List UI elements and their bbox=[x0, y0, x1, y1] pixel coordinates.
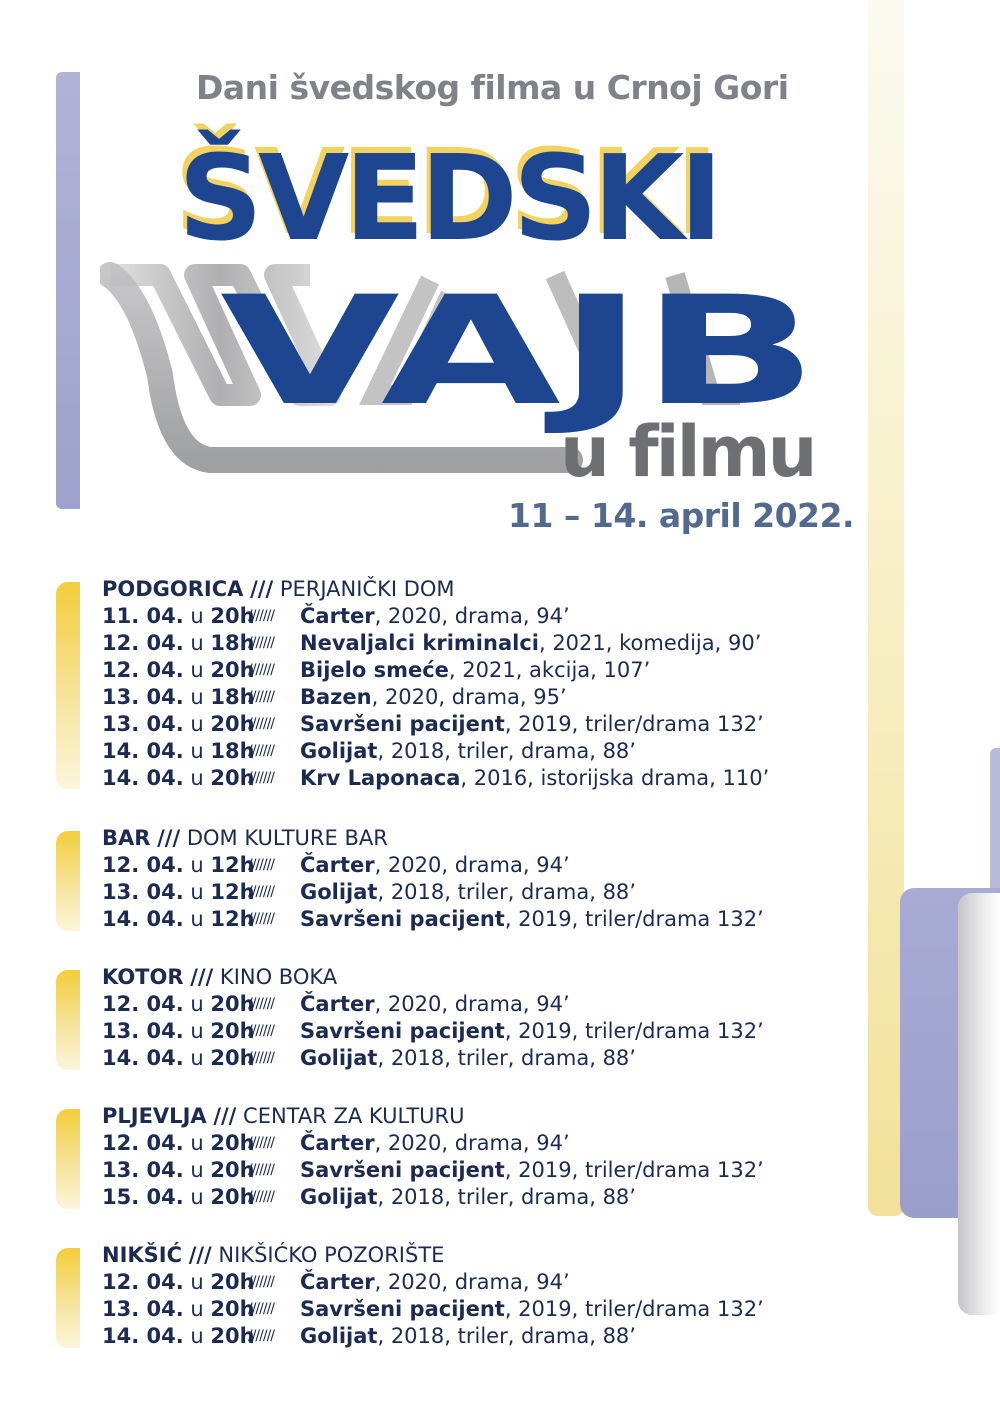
screening-time: 20h bbox=[210, 992, 255, 1016]
venue-name: NIKŠIĆKO POZORIŠTE bbox=[218, 1243, 445, 1267]
film-info: , 2021, akcija, 107’ bbox=[448, 658, 651, 682]
film-title: Čarter bbox=[300, 1270, 375, 1294]
film-title: Nevaljalci kriminalci bbox=[300, 631, 539, 655]
word-u: u bbox=[190, 1131, 204, 1155]
film-info: , 2019, triler/drama 132’ bbox=[504, 1297, 764, 1321]
heading-divider: /// bbox=[213, 1104, 237, 1128]
screening-row bbox=[102, 630, 762, 657]
screening-row bbox=[102, 852, 570, 879]
word-u: u bbox=[190, 853, 204, 877]
block-heading bbox=[102, 1242, 444, 1269]
venue-name: KINO BOKA bbox=[219, 965, 338, 989]
row-separator: /////// bbox=[248, 743, 275, 759]
film-info: , 2018, triler, drama, 88’ bbox=[377, 739, 636, 763]
heading-divider: /// bbox=[190, 965, 214, 989]
block-heading bbox=[102, 576, 455, 603]
film-title: Golijat bbox=[300, 739, 378, 763]
screening-date: 13. 04. bbox=[102, 1297, 184, 1321]
row-separator: /////// bbox=[248, 770, 275, 786]
screening-row bbox=[102, 991, 570, 1018]
film-title: Golijat bbox=[300, 1324, 378, 1348]
screening-date: 13. 04. bbox=[102, 880, 184, 904]
screening-row bbox=[102, 1157, 764, 1184]
word-u: u bbox=[190, 604, 204, 628]
screening-time: 20h bbox=[210, 1270, 255, 1294]
screening-time: 12h bbox=[210, 853, 255, 877]
screening-time: 12h bbox=[210, 880, 255, 904]
film-title: Čarter bbox=[300, 604, 375, 628]
film-title: Savršeni pacijent bbox=[300, 1019, 505, 1043]
screening-date: 13. 04. bbox=[102, 1158, 184, 1182]
row-separator: /////// bbox=[248, 884, 275, 900]
screening-date: 14. 04. bbox=[102, 907, 184, 931]
screening-row bbox=[102, 1323, 636, 1350]
yellow-accent-bar bbox=[56, 831, 80, 931]
row-separator: /////// bbox=[248, 716, 275, 732]
word-u: u bbox=[190, 1185, 204, 1209]
word-u: u bbox=[190, 992, 204, 1016]
film-title: Bijelo smeće bbox=[300, 658, 449, 682]
film-info: , 2020, drama, 94’ bbox=[374, 992, 570, 1016]
screening-time: 20h bbox=[210, 604, 255, 628]
screening-date: 12. 04. bbox=[102, 1131, 184, 1155]
screening-row bbox=[102, 906, 764, 933]
schedule-block-pljevlja bbox=[56, 1103, 816, 1211]
word-u: u bbox=[190, 1046, 204, 1070]
yellow-accent-bar bbox=[56, 970, 80, 1070]
screening-row bbox=[102, 657, 651, 684]
heading-divider: /// bbox=[157, 826, 181, 850]
screening-row bbox=[102, 1296, 764, 1323]
row-separator: /////// bbox=[248, 662, 275, 678]
word-u: u bbox=[190, 766, 204, 790]
festival-title-line1: ŠVEDSKI bbox=[178, 129, 719, 267]
screening-row bbox=[102, 684, 567, 711]
film-info: , 2018, triler, drama, 88’ bbox=[377, 1185, 636, 1209]
festival-dates: 11 – 14. april 2022. bbox=[508, 496, 855, 535]
block-heading bbox=[102, 825, 388, 852]
block-heading bbox=[102, 964, 337, 991]
screening-date: 11. 04. bbox=[102, 604, 184, 628]
screening-date: 14. 04. bbox=[102, 766, 184, 790]
heading-divider: /// bbox=[250, 577, 274, 601]
screening-date: 12. 04. bbox=[102, 631, 184, 655]
word-u: u bbox=[190, 907, 204, 931]
screening-time: 20h bbox=[210, 1046, 255, 1070]
city-name: PLJEVLJA bbox=[102, 1104, 207, 1128]
screening-row bbox=[102, 738, 636, 765]
city-name: KOTOR bbox=[102, 965, 184, 989]
city-name: NIKŠIĆ bbox=[102, 1243, 183, 1267]
row-separator: /////// bbox=[248, 996, 275, 1012]
row-separator: /////// bbox=[248, 1162, 275, 1178]
film-title: Golijat bbox=[300, 1185, 378, 1209]
word-u: u bbox=[190, 880, 204, 904]
screening-time: 18h bbox=[210, 739, 255, 763]
word-u: u bbox=[190, 739, 204, 763]
film-title: Savršeni pacijent bbox=[300, 712, 505, 736]
screening-time: 20h bbox=[210, 712, 255, 736]
row-separator: /////// bbox=[248, 857, 275, 873]
row-separator: /////// bbox=[248, 1023, 275, 1039]
screening-row bbox=[102, 1045, 636, 1072]
film-title: Savršeni pacijent bbox=[300, 1158, 505, 1182]
word-u: u bbox=[190, 1297, 204, 1321]
row-separator: /////// bbox=[248, 689, 275, 705]
row-separator: /////// bbox=[248, 608, 275, 624]
city-name: PODGORICA bbox=[102, 577, 244, 601]
screening-row bbox=[102, 765, 770, 792]
decorative-strip-yellow bbox=[868, 0, 904, 1216]
decorative-strip-purple-small bbox=[990, 748, 1000, 893]
screening-time: 12h bbox=[210, 907, 255, 931]
row-separator: /////// bbox=[248, 1189, 275, 1205]
screening-time: 20h bbox=[210, 658, 255, 682]
screening-row bbox=[102, 1130, 570, 1157]
screening-date: 14. 04. bbox=[102, 1324, 184, 1348]
screening-time: 20h bbox=[210, 1185, 255, 1209]
screening-time: 20h bbox=[210, 1297, 255, 1321]
film-info: , 2018, triler, drama, 88’ bbox=[377, 1046, 636, 1070]
row-separator: /////// bbox=[248, 1274, 275, 1290]
word-u: u bbox=[190, 685, 204, 709]
schedule-block-bar bbox=[56, 825, 816, 933]
schedule-block-niksic bbox=[56, 1242, 816, 1350]
screening-time: 18h bbox=[210, 685, 255, 709]
screening-date: 13. 04. bbox=[102, 685, 184, 709]
screening-time: 20h bbox=[210, 1324, 255, 1348]
film-title: Golijat bbox=[300, 880, 378, 904]
word-u: u bbox=[190, 712, 204, 736]
film-info: , 2016, istorijska drama, 110’ bbox=[460, 766, 770, 790]
film-title: Golijat bbox=[300, 1046, 378, 1070]
block-heading bbox=[102, 1103, 464, 1130]
screening-row bbox=[102, 1184, 636, 1211]
decorative-strip-left bbox=[56, 72, 80, 509]
film-title: Čarter bbox=[300, 1131, 375, 1155]
venue-name: DOM KULTURE BAR bbox=[186, 826, 388, 850]
film-info: , 2020, drama, 94’ bbox=[374, 1131, 570, 1155]
row-separator: /////// bbox=[248, 1328, 275, 1344]
film-info: , 2019, triler/drama 132’ bbox=[504, 1158, 764, 1182]
word-u: u bbox=[190, 1158, 204, 1182]
heading-divider: /// bbox=[188, 1243, 212, 1267]
word-u: u bbox=[190, 631, 204, 655]
film-info: , 2021, komedija, 90’ bbox=[538, 631, 762, 655]
screening-row bbox=[102, 1269, 570, 1296]
film-info: , 2019, triler/drama 132’ bbox=[504, 907, 764, 931]
screening-date: 14. 04. bbox=[102, 1046, 184, 1070]
screening-date: 14. 04. bbox=[102, 739, 184, 763]
film-title: Krv Laponaca bbox=[300, 766, 461, 790]
row-separator: /////// bbox=[248, 1301, 275, 1317]
decorative-strip-grey bbox=[958, 893, 1000, 1315]
city-name: BAR bbox=[102, 826, 151, 850]
film-title: Bazen bbox=[300, 685, 372, 709]
film-info: , 2020, drama, 94’ bbox=[374, 853, 570, 877]
yellow-accent-bar bbox=[56, 582, 80, 789]
screening-date: 15. 04. bbox=[102, 1185, 184, 1209]
schedule-block-podgorica bbox=[56, 576, 816, 792]
venue-name: CENTAR ZA KULTURU bbox=[243, 1104, 465, 1128]
row-separator: /////// bbox=[248, 1135, 275, 1151]
screening-time: 20h bbox=[210, 1158, 255, 1182]
film-info: , 2018, triler, drama, 88’ bbox=[377, 1324, 636, 1348]
screening-date: 12. 04. bbox=[102, 658, 184, 682]
venue-name: PERJANIČKI DOM bbox=[279, 577, 455, 601]
row-separator: /////// bbox=[248, 635, 275, 651]
festival-subtitle: Dani švedskog filma u Crnoj Gori bbox=[196, 68, 789, 107]
festival-title-line3: u filmu bbox=[560, 411, 815, 493]
film-info: , 2019, triler/drama 132’ bbox=[504, 1019, 764, 1043]
screening-row bbox=[102, 879, 636, 906]
screening-date: 13. 04. bbox=[102, 712, 184, 736]
screening-time: 20h bbox=[210, 1131, 255, 1155]
film-info: , 2019, triler/drama 132’ bbox=[504, 712, 764, 736]
screening-time: 20h bbox=[210, 766, 255, 790]
screening-date: 13. 04. bbox=[102, 1019, 184, 1043]
word-u: u bbox=[190, 1270, 204, 1294]
film-title: Čarter bbox=[300, 853, 375, 877]
screening-row bbox=[102, 1018, 764, 1045]
screening-date: 12. 04. bbox=[102, 992, 184, 1016]
word-u: u bbox=[190, 658, 204, 682]
title-vajb: VAJB bbox=[220, 265, 815, 439]
screening-time: 18h bbox=[210, 631, 255, 655]
film-info: , 2020, drama, 94’ bbox=[374, 1270, 570, 1294]
film-title: Savršeni pacijent bbox=[300, 1297, 505, 1321]
screening-date: 12. 04. bbox=[102, 1270, 184, 1294]
word-u: u bbox=[190, 1324, 204, 1348]
film-info: , 2020, drama, 94’ bbox=[374, 604, 570, 628]
film-title: Čarter bbox=[300, 992, 375, 1016]
screening-time: 20h bbox=[210, 1019, 255, 1043]
row-separator: /////// bbox=[248, 911, 275, 927]
schedule-block-kotor bbox=[56, 964, 816, 1072]
row-separator: /////// bbox=[248, 1050, 275, 1066]
screening-row bbox=[102, 603, 570, 630]
screening-row bbox=[102, 711, 764, 738]
yellow-accent-bar bbox=[56, 1248, 80, 1348]
yellow-accent-bar bbox=[56, 1109, 80, 1209]
film-title: Savršeni pacijent bbox=[300, 907, 505, 931]
screening-date: 12. 04. bbox=[102, 853, 184, 877]
word-u: u bbox=[190, 1019, 204, 1043]
film-info: , 2018, triler, drama, 88’ bbox=[377, 880, 636, 904]
film-info: , 2020, drama, 95’ bbox=[371, 685, 567, 709]
